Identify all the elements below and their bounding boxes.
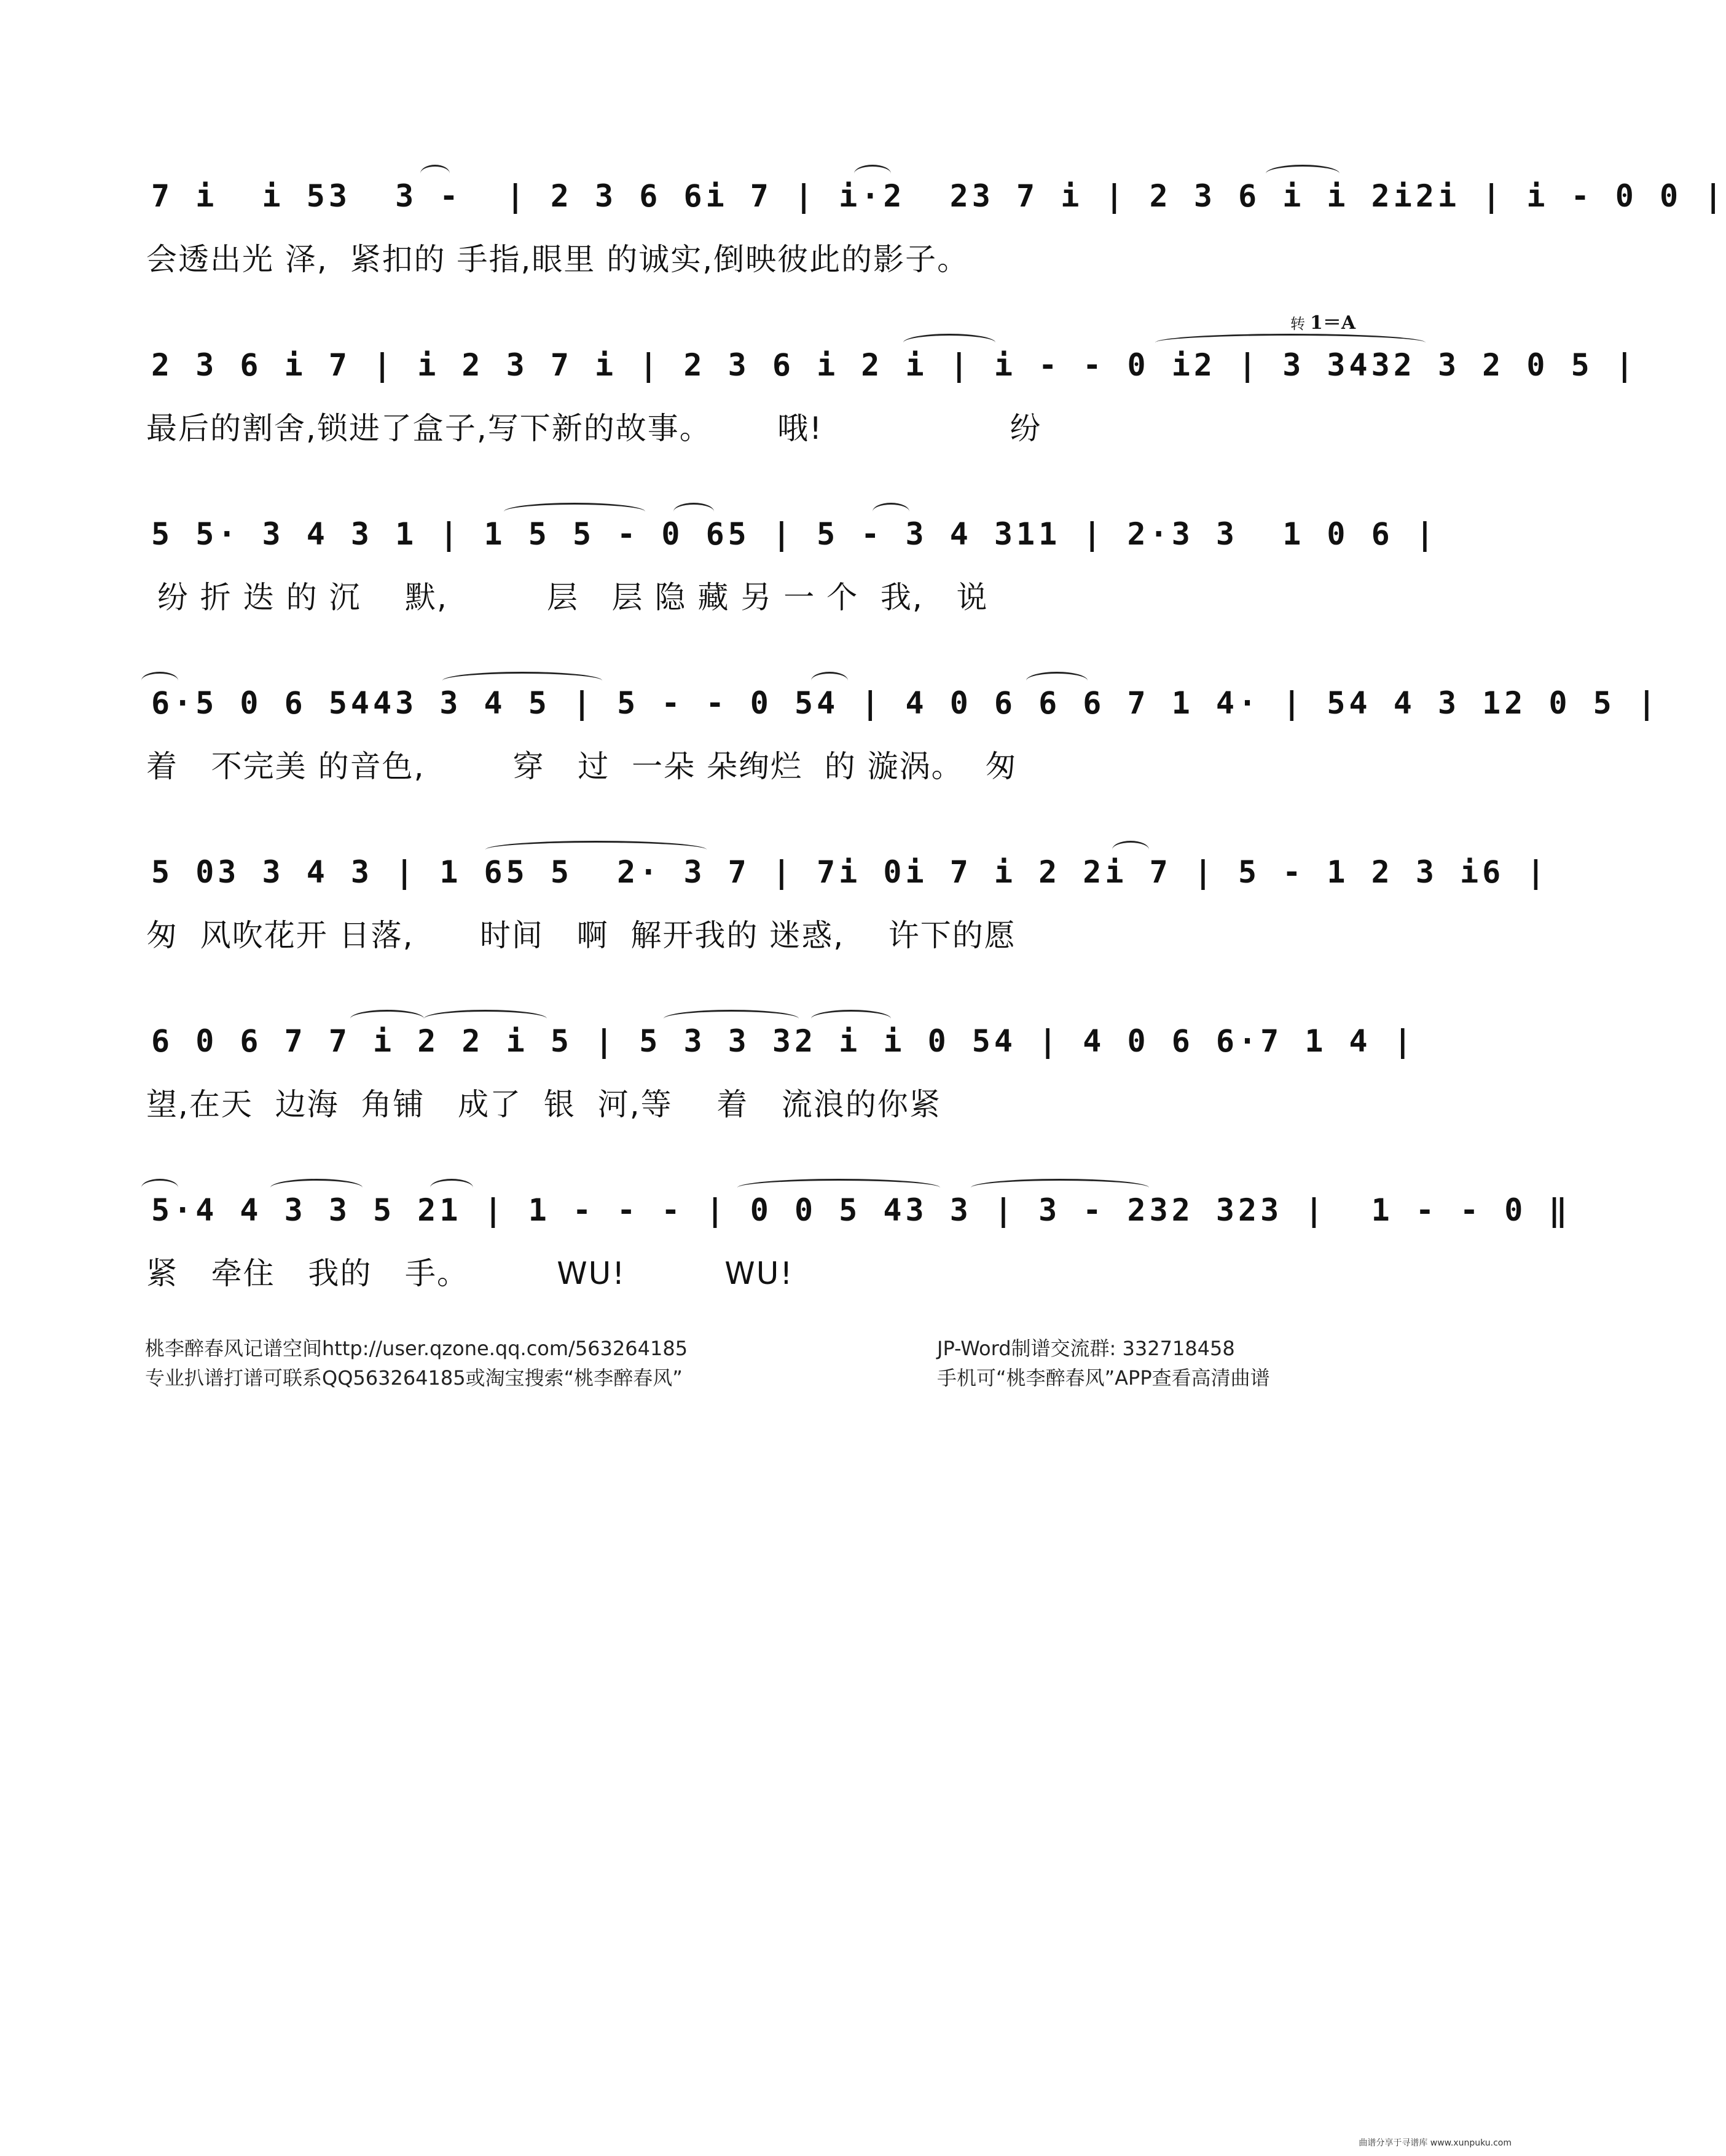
- credits-right-line-2: 手机可“桃李醉春风”APP查看高清曲谱: [937, 1366, 1270, 1390]
- watermark: 曲谱分享于寻谱库 www.xunpuku.com: [1359, 2138, 1512, 2148]
- notes-line: 5 5· 3 4 3 1 | 1 5 5 - 0 65 | 5 - 3 4 311 | 2·3 3 1 0 6 |: [151, 516, 1438, 552]
- lyrics-line: 匆 风吹花开 日落, 时间 啊 解开我的 迷惑, 许下的愿: [146, 918, 1016, 953]
- key-change-label: 1＝A: [1310, 312, 1356, 334]
- credits-right: [937, 1334, 1270, 1393]
- key-change: [1290, 307, 1355, 334]
- credits-right-line-1: JP-Word制谱交流群: 332718458: [937, 1337, 1235, 1360]
- notes-line: 2 3 6 i 7 | i 2 3 7 i | 2 3 6 i 2 i | i - - 0 i2 | 3 3432 3 2 0 5 |: [151, 347, 1638, 383]
- credits-left-line-1: 桃李醉春风记谱空间http://user.qzone.qq.com/563264185: [145, 1337, 688, 1360]
- credits-left-line-2: 专业扒谱打谱可联系QQ563264185或淘宝搜索“桃李醉春风”: [145, 1366, 683, 1390]
- notes-line: 5·4 4 3 3 5 21 | 1 - - - | 0 0 5 43 3 | 3 - 232 323 | 1 - - 0 ‖: [151, 1192, 1571, 1228]
- notes-line: 5 03 3 4 3 | 1 65 5 2· 3 7 | 7i 0i 7 i 2 2i 7 | 5 - 1 2 3 i6 |: [151, 854, 1549, 890]
- lyrics-line: 会透出光 泽, 紧扣的 手指,眼里 的诚实,倒映彼此的影子。: [146, 242, 970, 277]
- lyrics-line: 最后的割舍,锁进了盒子,写下新的故事。 哦! 纷: [146, 411, 1042, 446]
- lyrics-line: 望,在天 边海 角铺 成了 银 河,等 着 流浪的你紧: [146, 1087, 941, 1122]
- lyrics-line: 紧 牵住 我的 手。 WU! WU!: [146, 1256, 794, 1291]
- notes-line: 7 i i 53 3 - | 2 3 6 6i 7 | i·2 23 7 i | 2 3 6 i i 2i2i | i - 0 0 |: [151, 178, 1726, 214]
- notes-line: 6·5 0 6 5443 3 4 5 | 5 - - 0 54 | 4 0 6 6 6 7 1 4· | 54 4 3 12 0 5 |: [151, 685, 1660, 721]
- notes-line: 6 0 6 7 7 i 2 2 i 5 | 5 3 3 32 i i 0 54 | 4 0 6 6·7 1 4 |: [151, 1023, 1416, 1059]
- credits-left: [145, 1334, 688, 1393]
- lyrics-line: 着 不完美 的音色, 穿 过 一朵 朵绚烂 的 漩涡。 匆: [146, 749, 1018, 784]
- lyrics-line: 纷 折 迭 的 沉 默, 层 层 隐 藏 另 一 个 我, 说: [146, 580, 989, 615]
- key-change-prefix: 转: [1290, 315, 1305, 332]
